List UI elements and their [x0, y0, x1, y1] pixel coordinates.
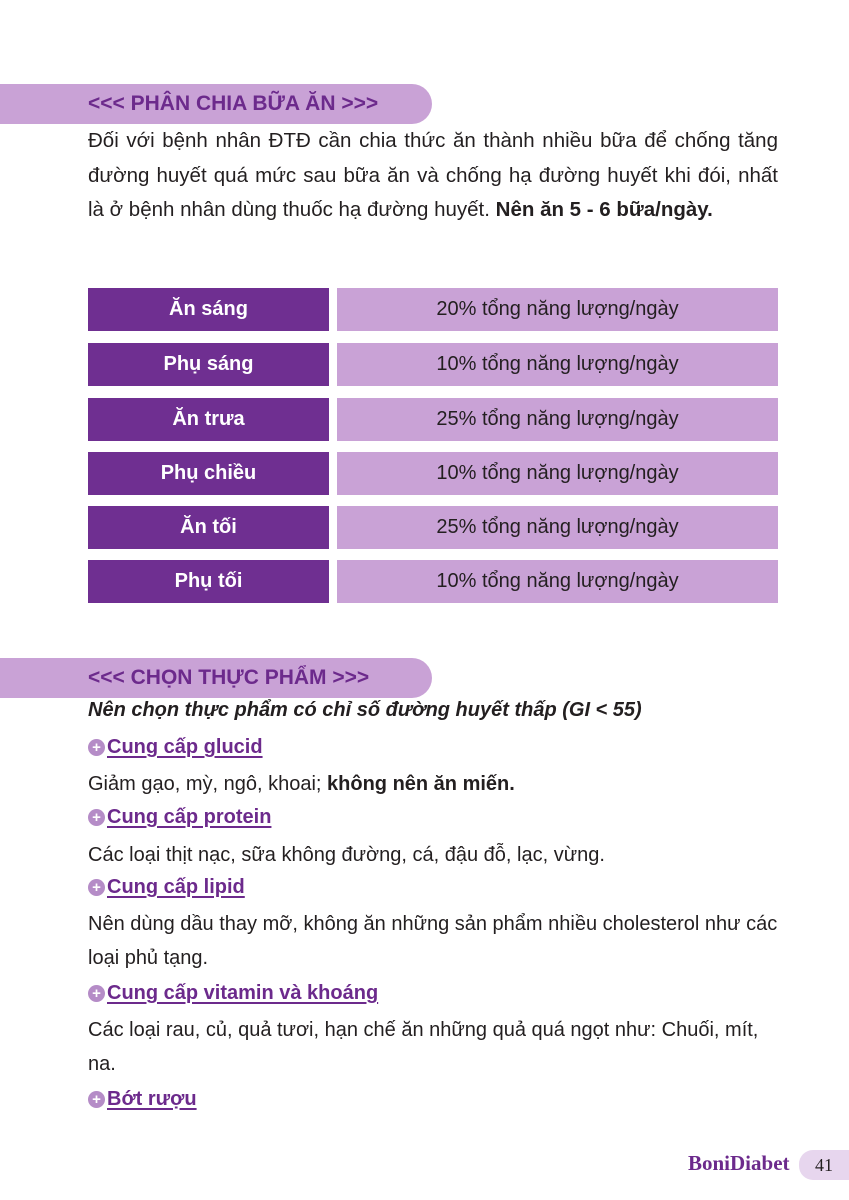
- meal-energy-share: 10% tổng năng lượng/ngày: [337, 452, 778, 495]
- meal-energy-share: 25% tổng năng lượng/ngày: [337, 398, 778, 441]
- meal-row: [88, 506, 778, 549]
- category-heading-lipid: [88, 876, 245, 904]
- meal-row: [88, 560, 778, 603]
- category-label: Cung cấp glucid: [107, 736, 263, 758]
- meal-name: Phụ chiều: [88, 452, 329, 495]
- meal-energy-share: 25% tổng năng lượng/ngày: [337, 506, 778, 549]
- section-heading-food-choice: <<< CHỌN THỰC PHẨM >>>: [0, 658, 432, 698]
- food-choice-subtitle: Nên chọn thực phẩm có chỉ số đường huyết thấp (GI < 55): [88, 699, 642, 721]
- category-text: Các loại rau, củ, quả tươi, hạn chế ăn những quả quá ngọt như: Chuối, mít, na.: [88, 1019, 759, 1075]
- category-label: Cung cấp lipid: [107, 876, 245, 898]
- meal-name: Phụ sáng: [88, 343, 329, 386]
- meal-name: Ăn tối: [88, 506, 329, 549]
- category-heading-vitamin: [88, 982, 378, 1010]
- intro-bold-text: Nên ăn 5 - 6 bữa/ngày.: [495, 198, 713, 221]
- plus-circle-icon: +: [88, 879, 105, 896]
- meal-row: [88, 398, 778, 441]
- footer-brand-logo: BoniDiabet: [688, 1151, 790, 1175]
- category-heading-alcohol: [88, 1088, 197, 1116]
- section-heading-meal-division: <<< PHÂN CHIA BỮA ĂN >>>: [0, 84, 432, 124]
- plus-circle-icon: +: [88, 985, 105, 1002]
- category-heading-glucid: [88, 736, 263, 764]
- category-label: Cung cấp vitamin và khoáng: [107, 982, 379, 1004]
- meal-row: [88, 343, 778, 386]
- category-text-vitamin: [88, 1013, 778, 1081]
- category-text-glucid: [88, 767, 778, 801]
- category-heading-protein: [88, 806, 271, 834]
- meal-energy-share: 20% tổng năng lượng/ngày: [337, 288, 778, 331]
- category-text: Giảm gạo, mỳ, ngô, khoai;: [88, 773, 328, 795]
- category-bold-text: không nên ăn miến.: [327, 773, 515, 795]
- intro-text: Đối với bệnh nhân ĐTĐ cần chia thức ăn thành nhiều bữa để chống tăng đường huyết quá mức sau bữa ăn và chống hạ đường huyết khi đói, nhất là ở bệnh nhân dùng thuốc hạ đường huyết.: [88, 129, 778, 221]
- plus-circle-icon: +: [88, 739, 105, 756]
- plus-circle-icon: +: [88, 809, 105, 826]
- meal-row: [88, 452, 778, 495]
- meal-name: Ăn sáng: [88, 288, 329, 331]
- category-text-protein: [88, 838, 778, 872]
- category-text: Nên dùng dầu thay mỡ, không ăn những sản phẩm nhiều cholesterol như các loại phủ tạng.: [88, 913, 778, 969]
- page-number: 41: [799, 1150, 849, 1180]
- category-label: Bớt rượu: [107, 1088, 197, 1110]
- intro-paragraph: [88, 124, 778, 228]
- category-text: Các loại thịt nạc, sữa không đường, cá, đậu đỗ, lạc, vừng.: [88, 844, 605, 866]
- plus-circle-icon: +: [88, 1091, 105, 1108]
- meal-energy-share: 10% tổng năng lượng/ngày: [337, 343, 778, 386]
- category-text-lipid: [88, 907, 778, 975]
- meal-name: Phụ tối: [88, 560, 329, 603]
- meal-energy-share: 10% tổng năng lượng/ngày: [337, 560, 778, 603]
- category-label: Cung cấp protein: [107, 806, 272, 828]
- meal-name: Ăn trưa: [88, 398, 329, 441]
- meal-row: [88, 288, 778, 331]
